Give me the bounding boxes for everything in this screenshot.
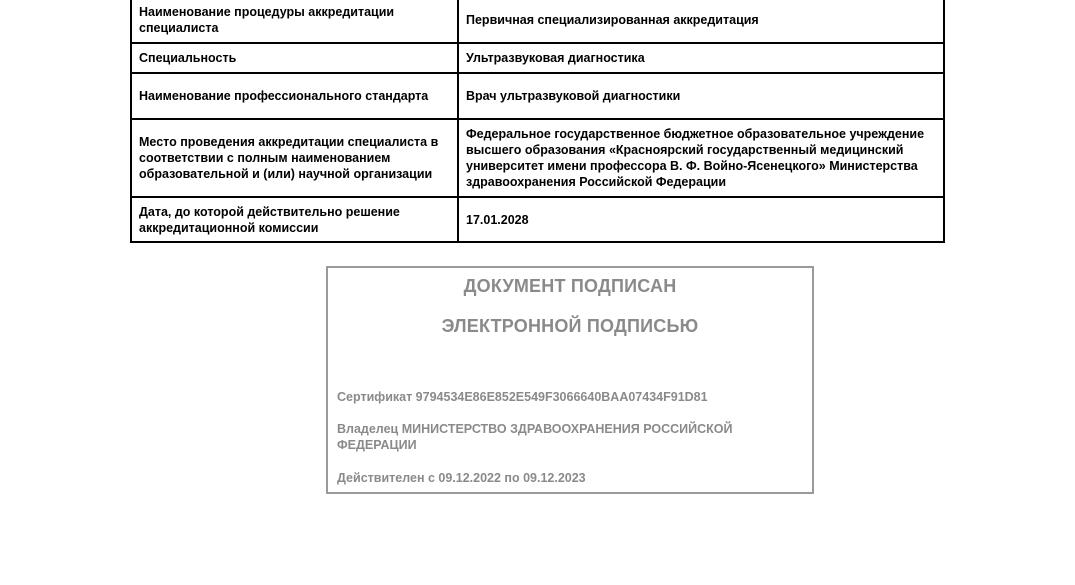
professional-standard-label: Наименование профессионального стандарта bbox=[131, 73, 458, 119]
decision-valid-until-value: 17.01.2028 bbox=[458, 197, 944, 242]
table-row bbox=[131, 119, 944, 197]
table-row bbox=[131, 43, 944, 73]
table-row bbox=[131, 197, 944, 242]
professional-standard-value: Врач ультразвуковой диагностики bbox=[458, 73, 944, 119]
table-row bbox=[131, 0, 944, 43]
signature-certificate: Сертификат 9794534E86E852E549F3066640BAA07434F91D81 bbox=[337, 390, 708, 404]
table-row bbox=[131, 73, 944, 119]
signature-owner: Владелец МИНИСТЕРСТВО ЗДРАВООХРАНЕНИЯ РОССИЙСКОЙ ФЕДЕРАЦИИ bbox=[337, 422, 733, 452]
signature-title-line1: ДОКУМЕНТ ПОДПИСАН bbox=[463, 276, 677, 296]
signature-title-line2: ЭЛЕКТРОННОЙ ПОДПИСЬЮ bbox=[441, 316, 699, 336]
signature-validity: Действителен с 09.12.2022 по 09.12.2023 bbox=[337, 471, 586, 485]
accreditation-info-table bbox=[130, 0, 945, 243]
specialty-value: Ультразвуковая диагностика bbox=[458, 43, 944, 73]
accreditation-place-label: Место проведения аккредитации специалиста в соответствии с полным наименованием образовательной и (или) научной организации bbox=[131, 119, 458, 197]
procedure-name-value: Первичная специализированная аккредитация bbox=[458, 0, 944, 43]
specialty-label: Специальность bbox=[131, 43, 458, 73]
procedure-name-label: Наименование процедуры аккредитации специалиста bbox=[131, 0, 458, 43]
accreditation-place-value: Федеральное государственное бюджетное образовательное учреждение высшего образования «Красноярский государственный медицинский университет имени профессора В. Ф. Войно-Ясенецкого» Министерства здравоохранения Российской Федерации bbox=[458, 119, 944, 197]
decision-valid-until-label: Дата, до которой действительно решение аккредитационной комиссии bbox=[131, 197, 458, 242]
electronic-signature-stamp bbox=[326, 266, 814, 494]
